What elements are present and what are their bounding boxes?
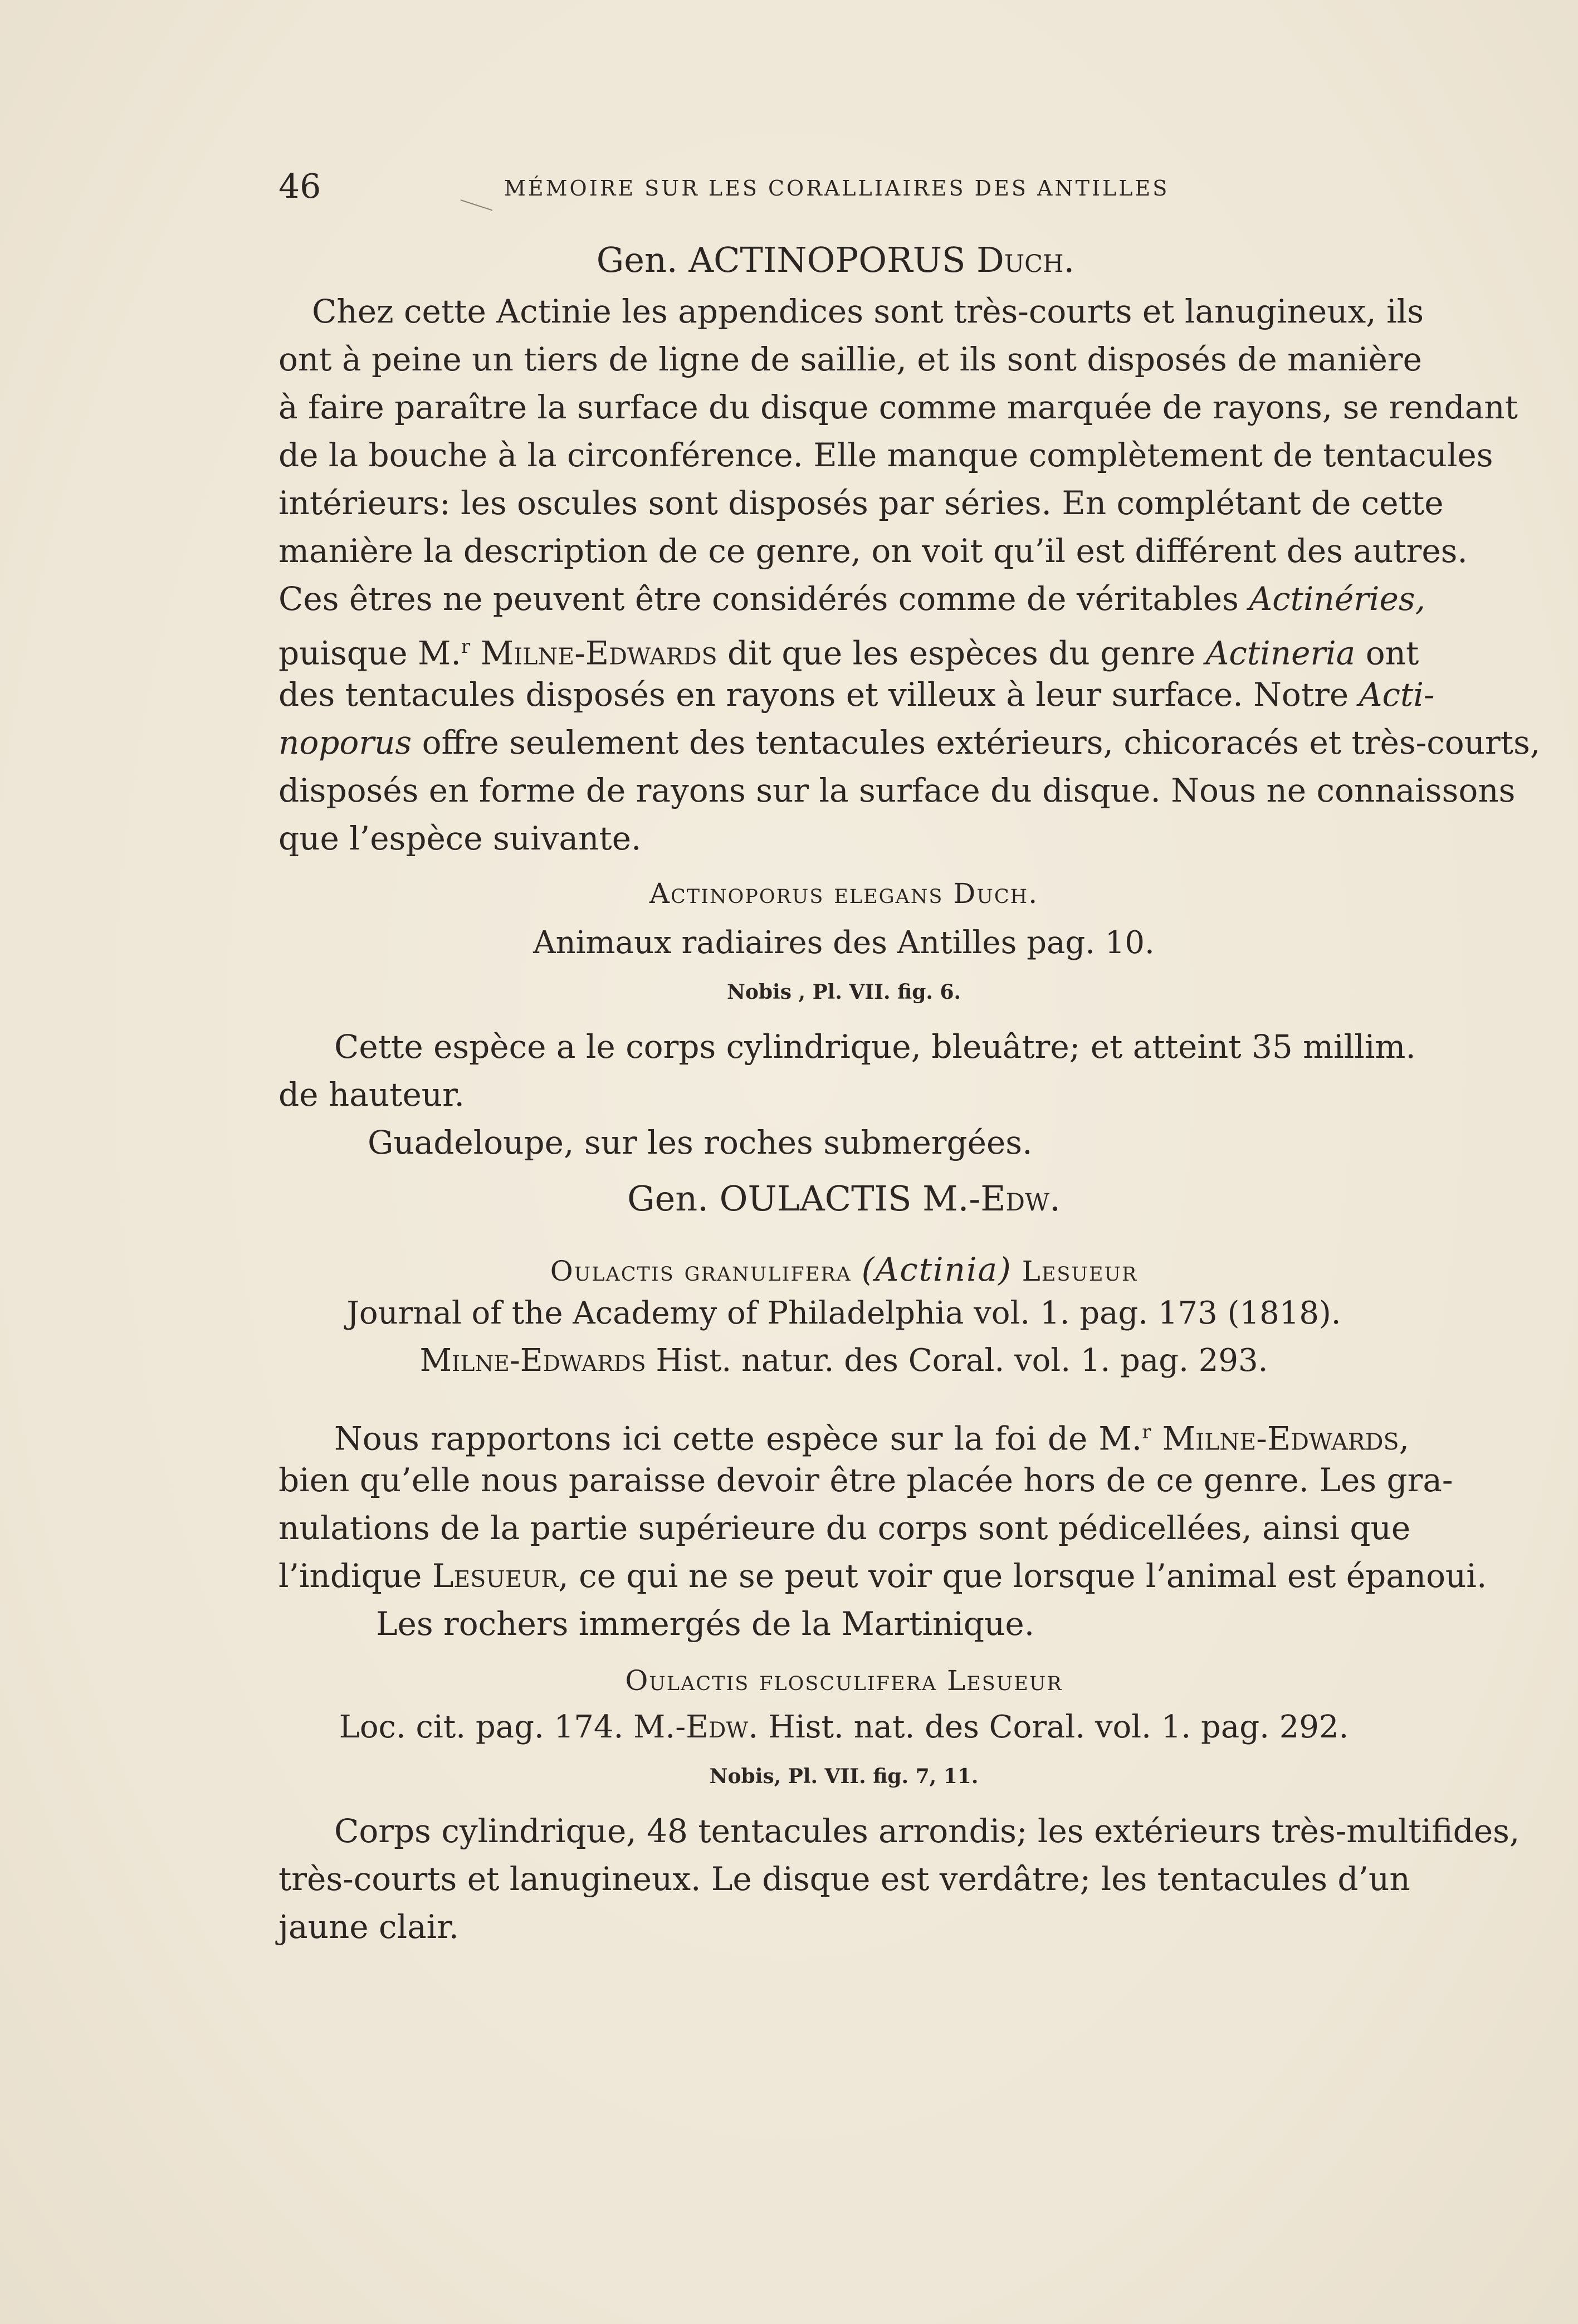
species2-para-line2: bien qu’elle nous paraisse devoir être placée hors de ce genre. Les gra- bbox=[279, 1461, 1453, 1499]
species2-reference2 bbox=[279, 1342, 1409, 1379]
para1-line4: de la bouche à la circonférence. Elle manque complètement de tentacules bbox=[279, 436, 1493, 474]
species1-locality: Guadeloupe, sur les roches submergées. bbox=[368, 1124, 1033, 1161]
sp2-line4-author: Lesueur, bbox=[432, 1557, 569, 1595]
genus2-author: M.-Edw. bbox=[922, 1178, 1061, 1219]
para1-line3: à faire paraître la surface du disque comme marquée de rayons, se rendant bbox=[279, 388, 1518, 426]
species3-plate: Nobis, Pl. VII. fig. 7, 11. bbox=[709, 1765, 979, 1788]
species2-locality: Les rochers immergés de la Martinique. bbox=[376, 1605, 1035, 1643]
para1-line9 bbox=[279, 671, 1435, 719]
species3-ref-text-a: Loc. cit. pag. 174. M.- bbox=[339, 1709, 686, 1745]
para1-line8 bbox=[279, 623, 1419, 677]
running-title: MÉMOIRE SUR LES CORALLIAIRES DES ANTILLES bbox=[504, 176, 1170, 201]
species2-reference1: Journal of the Academy of Philadelphia vol. 1. pag. 173 (1818). bbox=[346, 1295, 1341, 1331]
line8-text-a: puisque M. bbox=[279, 634, 461, 672]
genus-heading-actinoporus bbox=[279, 240, 1393, 280]
species2-author: Lesueur bbox=[1022, 1255, 1138, 1287]
species2-synonym: (Actinia) bbox=[861, 1251, 1012, 1288]
species1-desc-line2: de hauteur. bbox=[279, 1076, 465, 1114]
sp2-line4-text-b: ce qui ne se peut voir que lorsque l’animal est épanoui. bbox=[579, 1557, 1487, 1595]
species1-reference: Animaux radiaires des Antilles pag. 10. bbox=[533, 925, 1155, 961]
para1-line12: que l’espèce suivante. bbox=[279, 819, 642, 857]
line8-text-c: ont bbox=[1365, 634, 1419, 672]
genus2-prefix: Gen. bbox=[627, 1178, 709, 1219]
species3-desc-line2: très-courts et lanugineux. Le disque est verdâtre; les tentacules d’un bbox=[279, 1860, 1410, 1898]
para1-line5: intérieurs: les oscules sont disposés par séries. En complétant de cette bbox=[279, 484, 1444, 522]
sp2-line4-text-a: l’indique bbox=[279, 1557, 422, 1595]
line8-sup: r bbox=[461, 636, 471, 658]
species1-desc-line1: Cette espèce a le corps cylindrique, bleuâtre; et atteint 35 millim. bbox=[334, 1028, 1416, 1066]
species2-para-line3: nulations de la partie supérieure du corps sont pédicellées, ainsi que bbox=[279, 1509, 1411, 1547]
para1-line10 bbox=[279, 719, 1541, 766]
species2-para-line1 bbox=[334, 1408, 1409, 1462]
line7-text: Ces êtres ne peuvent être considérés comme de véritables bbox=[279, 580, 1239, 618]
species3-desc-line3: jaune clair. bbox=[279, 1908, 459, 1946]
line8-text-b: dit que les espèces du genre bbox=[727, 634, 1196, 672]
sp2-line1-text: Nous rapportons ici cette espèce sur la foi de M. bbox=[334, 1419, 1142, 1458]
line8-italic: Actineria bbox=[1205, 634, 1356, 672]
species2-ref2-text: Hist. natur. des Coral. vol. 1. pag. 293. bbox=[656, 1342, 1268, 1379]
line10-italic: noporus bbox=[279, 724, 412, 761]
sp2-line1-sup: r bbox=[1142, 1421, 1151, 1443]
species-actinoporus-elegans: Actinoporus elegans Duch. bbox=[649, 877, 1039, 910]
genus-name: ACTINOPORUS bbox=[688, 240, 966, 280]
para1-line2: ont à peine un tiers de ligne de saillie, et ils sont disposés de manière bbox=[279, 340, 1422, 378]
species3-ref-author: Edw. bbox=[686, 1709, 759, 1745]
line9-text: des tentacules disposés en rayons et villeux à leur surface. Notre bbox=[279, 676, 1349, 714]
genus2-name: OULACTIS bbox=[719, 1178, 912, 1219]
species2-ref2-author: Milne-Edwards bbox=[419, 1342, 646, 1379]
species3-reference bbox=[279, 1709, 1409, 1745]
species2-name: Oulactis granulifera bbox=[550, 1255, 852, 1287]
species-oulactis-flosculifera: Oulactis flosculifera Lesueur bbox=[625, 1664, 1063, 1697]
para1-line7 bbox=[279, 575, 1426, 623]
genus-prefix: Gen. bbox=[596, 240, 678, 280]
line8-author: Milne-Edwards bbox=[480, 634, 717, 672]
genus-heading-oulactis bbox=[279, 1178, 1409, 1219]
species-oulactis-granulifera bbox=[279, 1251, 1409, 1288]
para1-line1: Chez cette Actinie les appendices sont très-courts et lanugineux, ils bbox=[312, 292, 1424, 330]
line7-italic: Actinéries, bbox=[1249, 580, 1426, 618]
species3-ref-text-b: Hist. nat. des Coral. vol. 1. pag. 292. bbox=[768, 1709, 1349, 1745]
page-number: 46 bbox=[279, 167, 321, 206]
genus-author: Duch. bbox=[976, 240, 1075, 280]
line9-italic: Acti- bbox=[1359, 676, 1435, 714]
species3-desc-line1: Corps cylindrique, 48 tentacules arrondis; les extérieurs très-multifides, bbox=[334, 1812, 1520, 1850]
line10-text: offre seulement des tentacules extérieurs, chicoracés et très-courts, bbox=[422, 724, 1541, 761]
sp2-line1-author: Milne-Edwards, bbox=[1162, 1419, 1410, 1458]
header-ornament bbox=[461, 184, 498, 211]
para1-line6: manière la description de ce genre, on voit qu’il est différent des autres. bbox=[279, 532, 1468, 570]
species2-para-line4 bbox=[279, 1552, 1487, 1600]
species1-plate: Nobis , Pl. VII. fig. 6. bbox=[726, 980, 961, 1004]
para1-line11: disposés en forme de rayons sur la surface du disque. Nous ne connaissons bbox=[279, 772, 1516, 809]
